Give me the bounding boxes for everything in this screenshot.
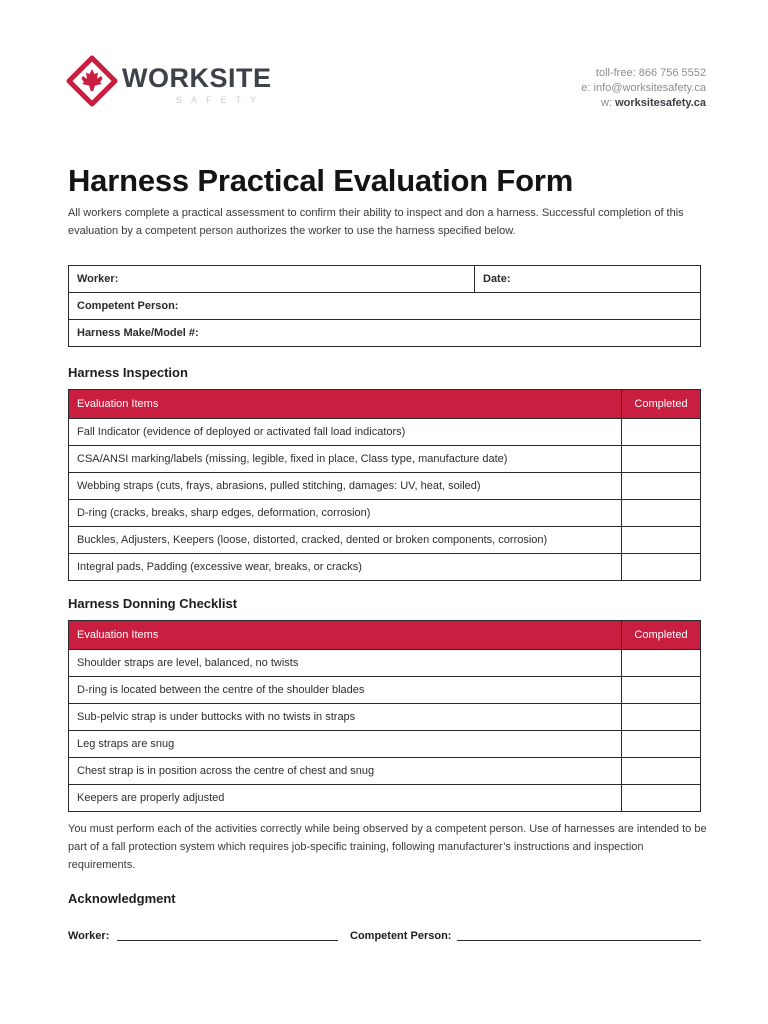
worker-field[interactable]: Worker: bbox=[69, 266, 475, 293]
worker-signature-line[interactable] bbox=[117, 940, 338, 941]
table-row bbox=[69, 500, 701, 527]
page-title: Harness Practical Evaluation Form bbox=[68, 163, 574, 198]
completed-cell[interactable] bbox=[622, 527, 701, 554]
evaluation-item: Leg straps are snug bbox=[69, 731, 622, 758]
table-row bbox=[69, 785, 701, 812]
info-row-competent bbox=[69, 293, 701, 320]
evaluation-items-header: Evaluation Items bbox=[69, 621, 622, 650]
date-field[interactable]: Date: bbox=[475, 266, 701, 293]
completed-cell[interactable] bbox=[622, 500, 701, 527]
inspection-table bbox=[68, 389, 701, 581]
maple-leaf-diamond-icon bbox=[66, 55, 118, 107]
completed-cell[interactable] bbox=[622, 650, 701, 677]
evaluation-item: Keepers are properly adjusted bbox=[69, 785, 622, 812]
contact-web bbox=[581, 96, 706, 111]
worker-signature-label: Worker: bbox=[68, 930, 110, 942]
email-link[interactable]: info@worksitesafety.ca bbox=[593, 82, 706, 94]
evaluation-item: Webbing straps (cuts, frays, abrasions, pulled stitching, damages: UV, heat, soiled) bbox=[69, 473, 622, 500]
evaluation-item: D-ring (cracks, breaks, sharp edges, deformation, corrosion) bbox=[69, 500, 622, 527]
completed-cell[interactable] bbox=[622, 473, 701, 500]
inspection-header-row bbox=[69, 390, 701, 419]
company-logo bbox=[66, 55, 281, 107]
completed-header: Completed bbox=[622, 621, 701, 650]
evaluation-item: Shoulder straps are level, balanced, no twists bbox=[69, 650, 622, 677]
donning-table bbox=[68, 620, 701, 812]
completed-cell[interactable] bbox=[622, 758, 701, 785]
requirements-note: You must perform each of the activities correctly while being observed by a competent person. Use of harnesses are intended to be part of a fall protection system which requires job-specific training, following manufacturer’s instructions and inspection requirements. bbox=[68, 823, 707, 871]
table-row bbox=[69, 446, 701, 473]
competent-signature-label: Competent Person: bbox=[350, 930, 452, 942]
tollfree-number: 866 756 5552 bbox=[638, 67, 706, 79]
evaluation-item: D-ring is located between the centre of the shoulder blades bbox=[69, 677, 622, 704]
table-row bbox=[69, 677, 701, 704]
logo-wordmark: WORKSITE bbox=[122, 63, 272, 93]
completed-cell[interactable] bbox=[622, 419, 701, 446]
table-row bbox=[69, 758, 701, 785]
intro-paragraph: All workers complete a practical assessment to confirm their ability to inspect and don a harness. Successful completion of this evaluation by a competent person authorizes the worker to use the harness specified below. bbox=[68, 207, 684, 237]
donning-heading: Harness Donning Checklist bbox=[68, 596, 238, 611]
competent-person-field[interactable]: Competent Person: bbox=[69, 293, 701, 320]
tollfree-label: toll-free: bbox=[595, 67, 636, 79]
completed-cell[interactable] bbox=[622, 446, 701, 473]
worker-info-table bbox=[68, 265, 701, 347]
logo-tagline: SAFETY bbox=[176, 95, 266, 105]
table-row bbox=[69, 650, 701, 677]
email-label: e: bbox=[581, 82, 591, 94]
table-row bbox=[69, 554, 701, 581]
completed-cell[interactable] bbox=[622, 704, 701, 731]
evaluation-item: CSA/ANSI marking/labels (missing, legible, fixed in place, Class type, manufacture date) bbox=[69, 446, 622, 473]
donning-header-row bbox=[69, 621, 701, 650]
table-row bbox=[69, 704, 701, 731]
harness-model-field[interactable]: Harness Make/Model #: bbox=[69, 320, 701, 347]
website-link[interactable]: worksitesafety.ca bbox=[615, 97, 706, 109]
evaluation-item: Fall Indicator (evidence of deployed or activated fall load indicators) bbox=[69, 419, 622, 446]
contact-block bbox=[581, 66, 706, 111]
completed-cell[interactable] bbox=[622, 731, 701, 758]
evaluation-item: Chest strap is in position across the centre of chest and snug bbox=[69, 758, 622, 785]
evaluation-item: Buckles, Adjusters, Keepers (loose, distorted, cracked, dented or broken components, corrosion) bbox=[69, 527, 622, 554]
info-row-harness bbox=[69, 320, 701, 347]
completed-cell[interactable] bbox=[622, 785, 701, 812]
contact-tollfree bbox=[581, 66, 706, 81]
evaluation-item: Integral pads, Padding (excessive wear, breaks, or cracks) bbox=[69, 554, 622, 581]
competent-signature-line[interactable] bbox=[457, 940, 701, 941]
completed-cell[interactable] bbox=[622, 554, 701, 581]
web-label: w: bbox=[601, 97, 613, 109]
table-row bbox=[69, 419, 701, 446]
table-row bbox=[69, 527, 701, 554]
completed-cell[interactable] bbox=[622, 677, 701, 704]
inspection-heading: Harness Inspection bbox=[68, 365, 188, 380]
evaluation-item: Sub-pelvic strap is under buttocks with no twists in straps bbox=[69, 704, 622, 731]
table-row bbox=[69, 731, 701, 758]
acknowledgment-heading: Acknowledgment bbox=[68, 891, 176, 906]
contact-email bbox=[581, 81, 706, 96]
info-row-worker bbox=[69, 266, 701, 293]
table-row bbox=[69, 473, 701, 500]
evaluation-items-header: Evaluation Items bbox=[69, 390, 622, 419]
completed-header: Completed bbox=[622, 390, 701, 419]
